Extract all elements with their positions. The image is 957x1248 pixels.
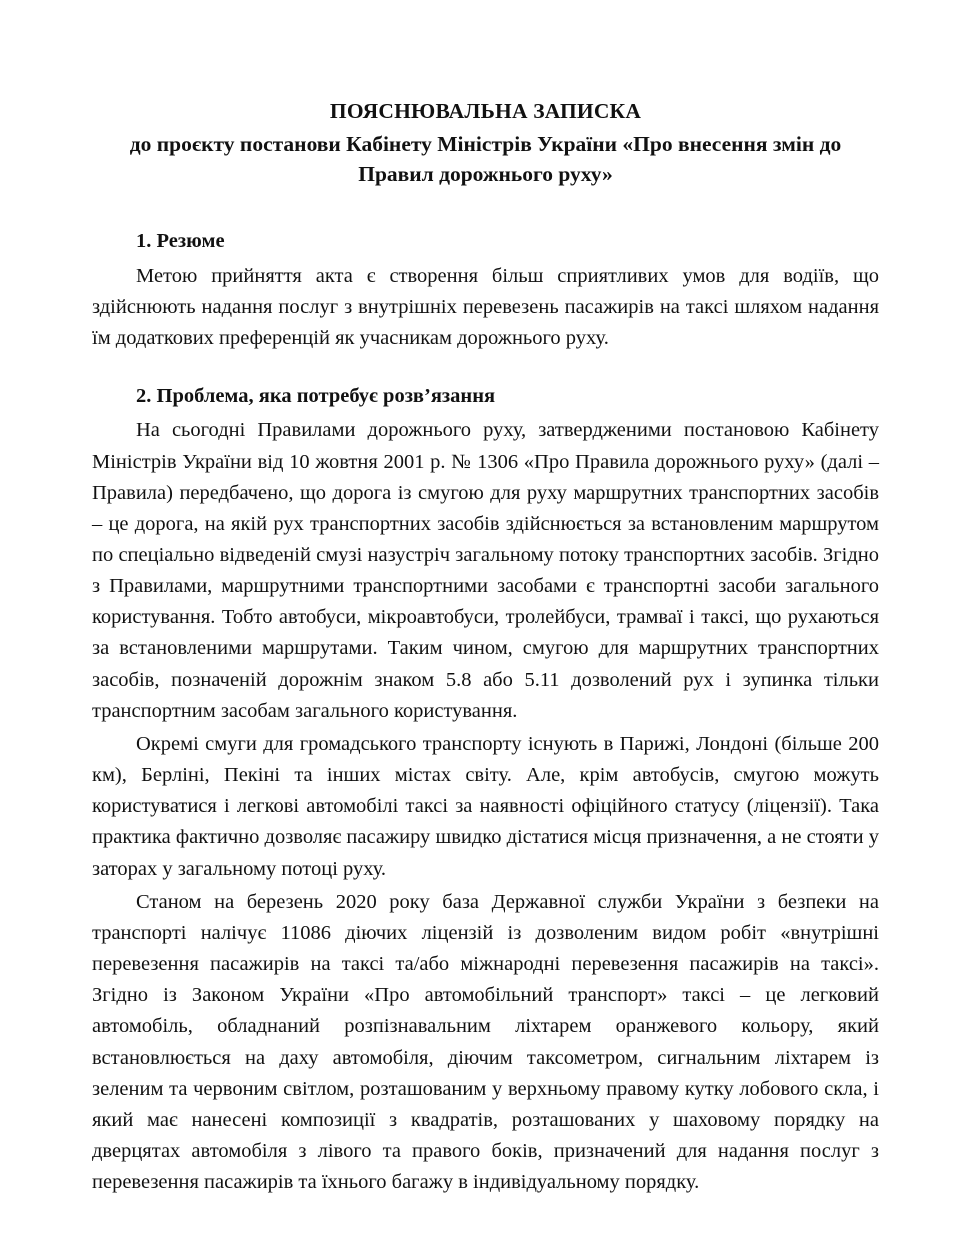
section-2-paragraph-1: На сьогодні Правилами дорожнього руху, затвердженими постановою Кабінету Міністрів України від 10 жовтня 2001 р. № 1306 «Про Правила дорожнього руху» (далі – Правила) передбачено, що дорога із смугою для руху маршрутних транспортних засобів – це дорога, на якій рух транспортних засобів здійснюється за встановленим маршрутом по спеціально відведеній смузі назустріч загальному потоку транспортних засобів. Згідно з Правилами, маршрутними транспортними засобами є транспортні засоби загального користування. Тобто автобуси, мікроавтобуси, тролейбуси, трамваї і таксі, що рухаються за встановленими маршрутами. Таким чином, смугою для маршрутних транспортних засобів, позначеній дорожнім знаком 5.8 або 5.11 дозволений рух і зупинка тільки транспортним засобам загального користування.	[92, 419, 879, 722]
section-2-paragraph-2: Окремі смуги для громадського транспорту існують в Парижі, Лондоні (більше 200 км), Берліні, Пекіні та інших містах світу. Але, крім автобусів, смугою можуть користуватися і легкові автомобілі таксі за наявності офіційного статусу (ліцензії). Така практика фактично дозволяє пасажиру швидко дістатися місця призначення, а не стояти у заторах у загальному потоці руху.	[92, 732, 879, 880]
section-1-paragraph-1: Метою прийняття акта є створення більш сприятливих умов для водіїв, що здійснюють надання послуг з внутрішніх перевезень пасажирів на таксі шляхом надання їм додаткових преференцій як учасникам дорожнього руху.	[92, 265, 879, 350]
section-heading-2: 2. Проблема, яка потребує розв’язання	[136, 384, 496, 407]
title-spacer	[92, 190, 879, 196]
section-heading-1: 1. Резюме	[136, 230, 225, 253]
section-2-paragraph-3: Станом на березень 2020 року база Державної служби України з безпеки на транспорті налічує 11086 діючих ліцензій із дозволеним видом робіт «внутрішні перевезення пасажирів на таксі та/або міжнародні перевезення пасажирів на таксі». Згідно із Законом України «Про автомобільний транспорт» таксі – це легковий автомобіль, обладнаний розпізнавальним ліхтарем оранжевого кольору, який встановлюється на даху автомобіля, діючим таксометром, сигнальним ліхтарем із зеленим та червоним світлом, розташованим у верхньому правому кутку лобового скла, і який має нанесені композиції з квадратів, розташованих у шаховому порядку на дверцятах автомобіля з лівого та правого боків, призначений для надання послуг з перевезення пасажирів та їхнього багажу в індивідуальному порядку.	[92, 890, 879, 1194]
document-subtitle: до проєкту постанови Кабінету Міністрів України «Про внесення змін до Правил дорожнього руху»	[129, 131, 842, 187]
document-title: ПОЯСНЮВАЛЬНА ЗАПИСКА	[329, 99, 642, 123]
